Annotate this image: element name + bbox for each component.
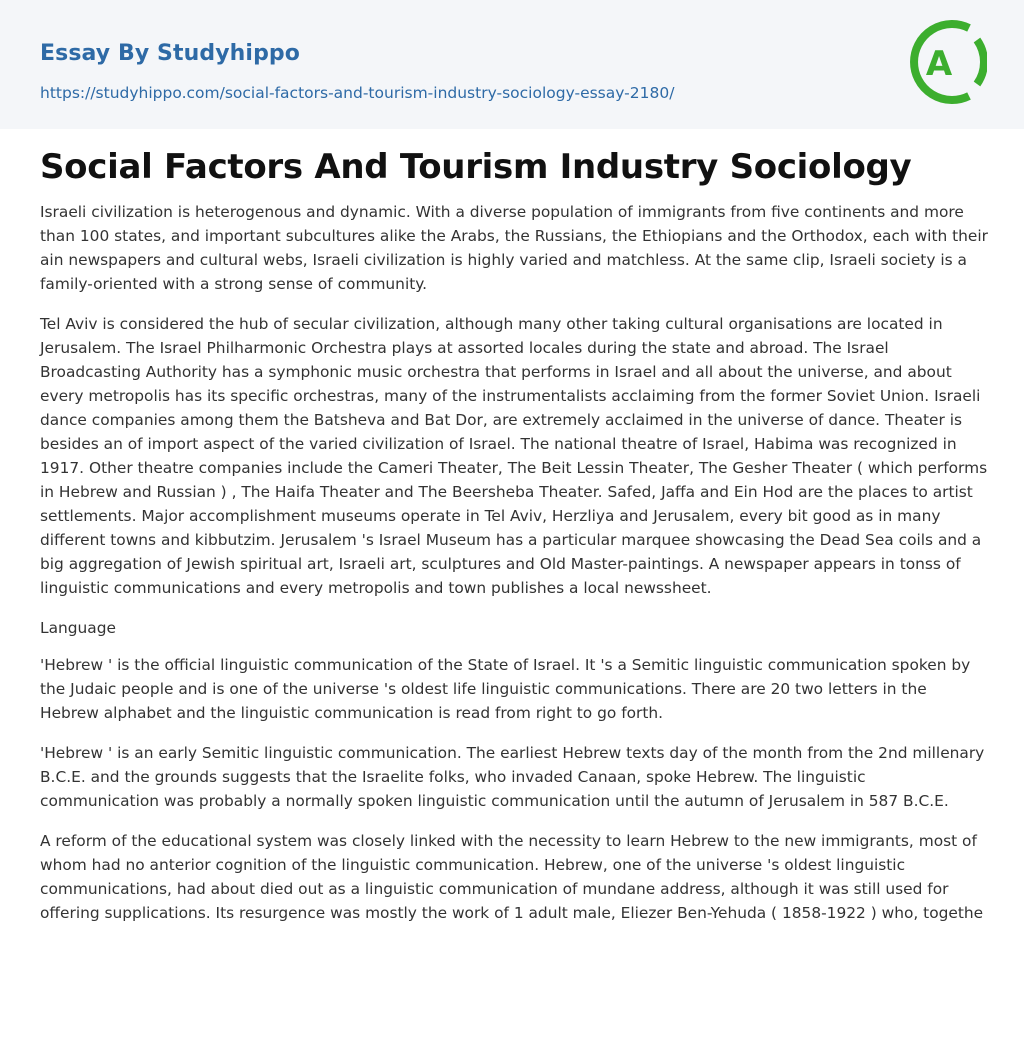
section-heading-language: Language — [40, 619, 116, 637]
essay-title: Social Factors And Tourism Industry Sociology — [40, 147, 912, 187]
essay-body — [40, 200, 988, 941]
essay-title-wrap — [40, 146, 911, 188]
logo-letter: A — [925, 44, 953, 84]
essay-paragraph: A reform of the educational system was closely linked with the necessity to learn Hebrew to the new immigrants, most of whom had no anterior cognition of the linguistic communication. Hebrew, one of the universe 's oldest linguistic communications, had about died out as a linguistic communication of mundane address, although it was still used for offering supplications. Its resurgence was mostly the work of 1 adult male, Eliezer Ben-Yehuda ( 1858-1922 ) who, togethe — [40, 832, 984, 922]
essay-paragraph: 'Hebrew ' is an early Semitic linguistic communication. The earliest Hebrew texts day of the month from the 2nd millenary B.C.E. and the grounds suggests that the Israelite folks, who invaded Canaan, spoke Hebrew. The linguistic communication was probably a normally spoken linguistic communication until the autumn of Jerusalem in 587 B.C.E. — [40, 744, 985, 810]
studyhippo-logo-icon[interactable] — [907, 18, 987, 106]
essay-paragraph: Israeli civilization is heterogenous and dynamic. With a diverse population of immigrants from five continents and more than 100 states, and important subcultures alike the Arabs, the Russians, the Ethiopians and the Orthodox, each with their ain newspapers and cultural webs, Israeli civilization is highly varied and matchless. At the same clip, Israeli society is a family-oriented with a strong sense of community. — [40, 203, 988, 293]
essay-paragraph: Tel Aviv is considered the hub of secular civilization, although many other taking cultural organisations are located in Jerusalem. The Israel Philharmonic Orchestra plays at assorted locales during the state and abroad. The Israel Broadcasting Authority has a symphonic music orchestra that performs in Israel and all about the universe, and about every metropolis has its specific orchestras, many of the instrumentalists acclaiming from the former Soviet Union. Israeli dance companies among them the Batsheva and Bat Dor, are extremely acclaimed in the universe of dance. Theater is besides an of import aspect of the varied civilization of Israel. The national theatre of Israel, Habima was recognized in 1917. Other theatre companies include the Cameri Theater, The Beit Lessin Theater, The Gesher Theater ( which performs in Hebrew and Russian ) , The Haifa Theater and The Beersheba Theater. Safed, Jaffa and Ein Hod are the places to artist settlements. Major accomplishment museums operate in Tel Aviv, Herzliya and Jerusalem, every bit good as in many different towns and kibbutzim. Jerusalem 's Israel Museum has a particular marquee showcasing the Dead Sea coils and a big aggregation of Jewish spiritual art, Israeli art, sculptures and Old Master-paintings. A newspaper appears in tonss of linguistic communications and every metropolis and town publishes a local newssheet. — [40, 315, 988, 597]
essay-url-link[interactable]: https://studyhippo.com/social-factors-and-tourism-industry-sociology-essay-2180/ — [40, 84, 675, 102]
site-header — [0, 0, 1024, 129]
brand-title[interactable]: Essay By Studyhippo — [40, 41, 300, 66]
essay-paragraph: 'Hebrew ' is the official linguistic communication of the State of Israel. It 's a Semitic linguistic communication spoken by the Judaic people and is one of the universe 's oldest life linguistic communications. There are 20 two letters in the Hebrew alphabet and the linguistic communication is read from right to go forth. — [40, 656, 971, 722]
